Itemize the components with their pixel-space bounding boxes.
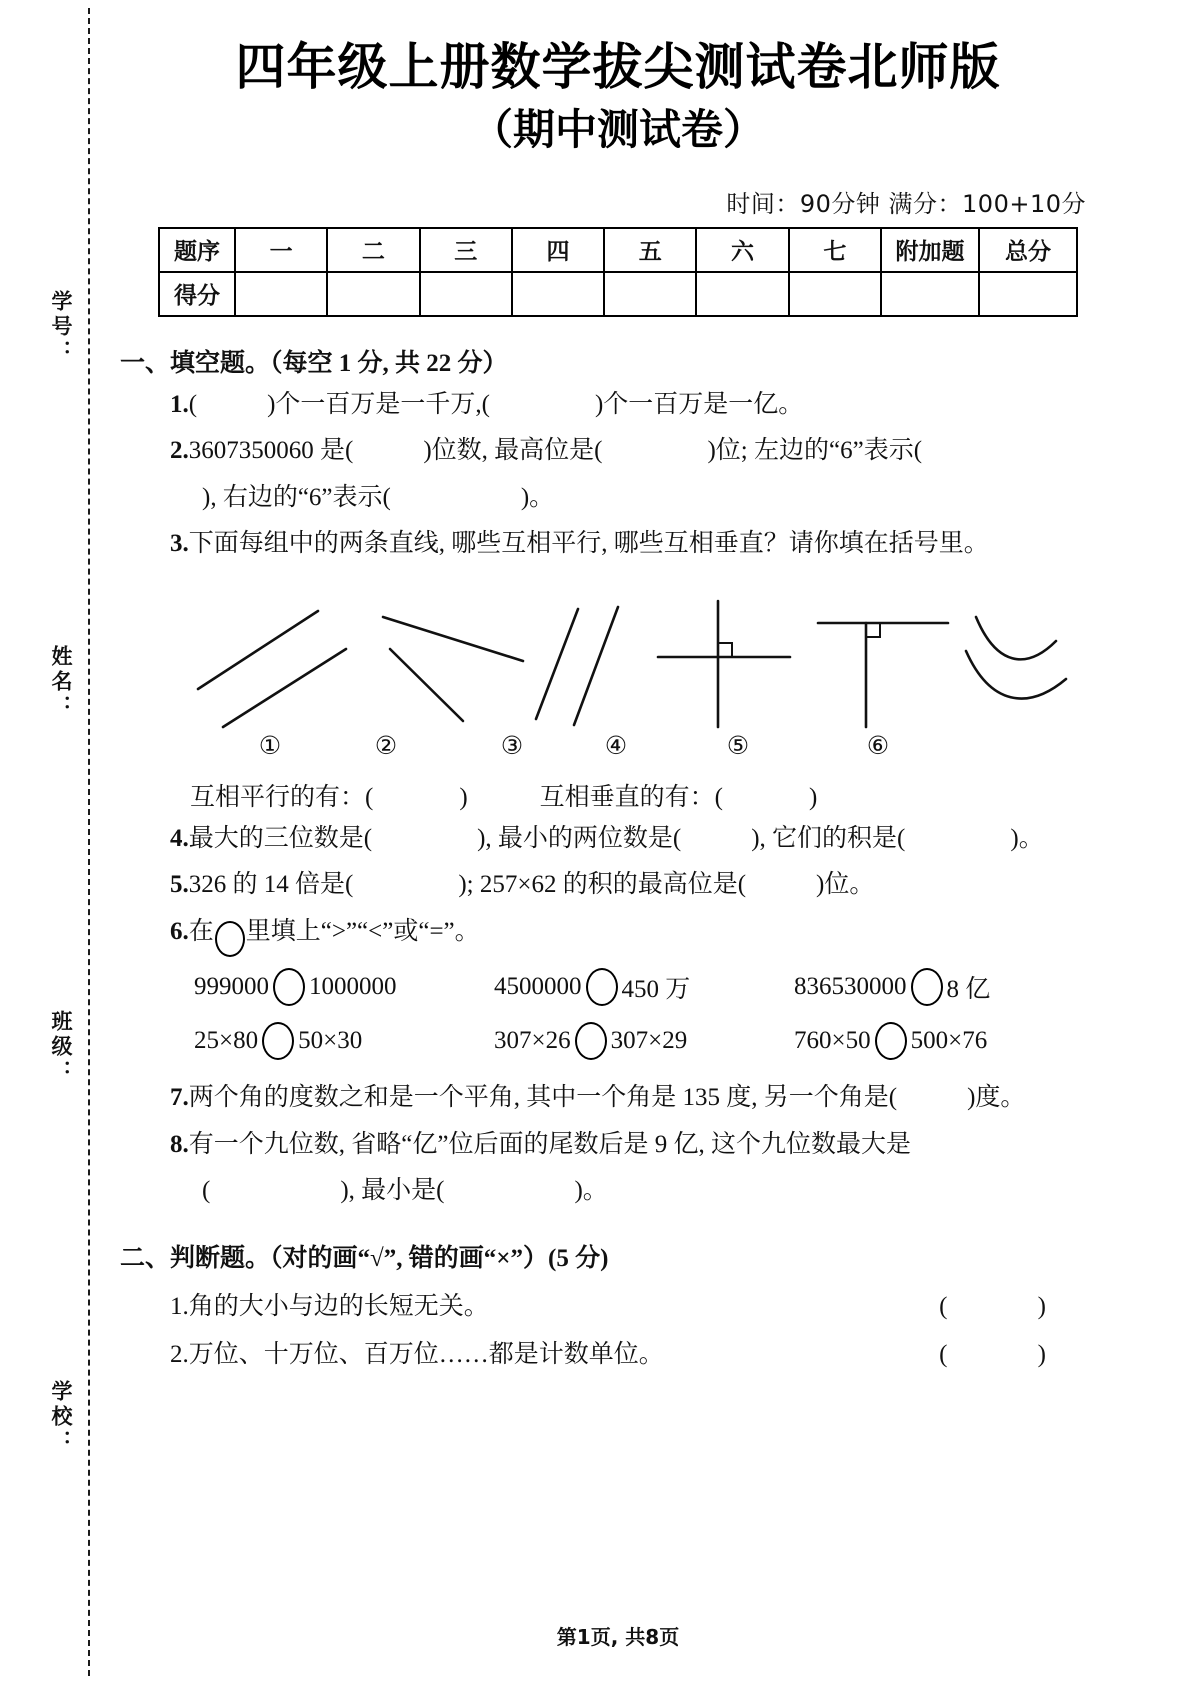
section-1-number: 一、 bbox=[120, 349, 171, 377]
question-1-8-number: 8. bbox=[170, 1130, 189, 1158]
question-2-1-number: 1. bbox=[170, 1292, 189, 1320]
comparison-right: 307×29 bbox=[610, 1027, 688, 1055]
figure-label-1: ① bbox=[258, 730, 282, 760]
question-1-6-text-a: 在 bbox=[188, 917, 214, 945]
comparison-circle[interactable] bbox=[911, 968, 943, 1006]
score-col-2: 二 bbox=[327, 228, 419, 272]
score-col-7: 七 bbox=[789, 228, 881, 272]
question-1-7-text-b: )度。 bbox=[967, 1084, 1026, 1112]
figure-label-6: ⑥ bbox=[866, 730, 890, 760]
comparison-row-2 bbox=[194, 1022, 1118, 1060]
question-1-5-text-a: 326 的 14 倍是( bbox=[188, 871, 354, 899]
comparison-item bbox=[194, 1022, 494, 1060]
question-1-7 bbox=[170, 1078, 1118, 1119]
question-1-8-line2 bbox=[202, 1171, 1118, 1212]
question-1-8-text-a: ( bbox=[202, 1177, 211, 1205]
section-2-number: 二、 bbox=[120, 1244, 171, 1272]
exam-meta: 时间：90分钟 满分：100+10分 bbox=[726, 189, 1086, 218]
figure-2-line-b bbox=[390, 649, 463, 721]
question-1-3 bbox=[170, 524, 1118, 565]
comparison-left: 307×26 bbox=[494, 1027, 571, 1055]
sidebar-label-class: 班级： bbox=[49, 1010, 73, 1085]
exam-page bbox=[118, 0, 1118, 1684]
question-1-2-text-d: ), 右边的“6”表示( bbox=[202, 483, 391, 511]
question-1-7-text-a: 两个角的度数之和是一个平角, 其中一个角是 135 度, 另一个角是( bbox=[188, 1084, 898, 1112]
figure-6-curve-a bbox=[976, 617, 1056, 659]
score-col-6: 六 bbox=[696, 228, 788, 272]
question-1-1-text-b: )个一百万是一千万,( bbox=[267, 390, 490, 418]
figure-5-right-angle-mark bbox=[866, 623, 880, 637]
question-1-1 bbox=[170, 385, 1118, 426]
question-1-4-text-d: )。 bbox=[1010, 824, 1044, 852]
score-cell-1[interactable] bbox=[235, 272, 327, 316]
figure-label-3: ③ bbox=[500, 730, 524, 760]
parallel-answer-label: 互相平行的有：( bbox=[190, 783, 374, 811]
question-1-2-text-b: )位数, 最高位是( bbox=[423, 437, 603, 465]
comparison-circle[interactable] bbox=[262, 1022, 294, 1060]
score-table bbox=[158, 227, 1078, 317]
question-1-6-number: 6. bbox=[170, 917, 189, 945]
comparison-circle[interactable] bbox=[875, 1022, 907, 1060]
question-1-1-text-c: )个一百万是一亿。 bbox=[594, 390, 804, 418]
section-1-note: （每空 1 分, 共 22 分） bbox=[270, 349, 508, 377]
comparison-item bbox=[794, 968, 990, 1006]
question-2-2 bbox=[170, 1334, 1118, 1370]
comparison-item bbox=[494, 1022, 794, 1060]
question-1-1-text-a: ( bbox=[188, 390, 198, 418]
score-table-row-label-1: 得分 bbox=[159, 272, 235, 316]
score-cell-5[interactable] bbox=[604, 272, 696, 316]
question-1-5-text-b: ); 257×62 的积的最高位是( bbox=[458, 871, 747, 899]
sidebar-label-school: 学校： bbox=[49, 1380, 73, 1455]
table-row-header bbox=[159, 228, 1077, 272]
question-2-2-number: 2. bbox=[170, 1340, 189, 1368]
score-cell-2[interactable] bbox=[327, 272, 419, 316]
figure-2-line-a bbox=[383, 617, 523, 661]
comparison-item bbox=[494, 968, 794, 1006]
comparison-item bbox=[794, 1022, 987, 1060]
question-1-5-number: 5. bbox=[170, 871, 189, 899]
score-col-3: 三 bbox=[420, 228, 512, 272]
score-cell-total[interactable] bbox=[979, 272, 1077, 316]
page-footer: 第1页, 共8页 bbox=[556, 1625, 680, 1649]
question-1-8-text: 有一个九位数, 省略“亿”位后面的尾数后是 9 亿, 这个九位数最大是 bbox=[188, 1130, 911, 1158]
figure-label-4: ④ bbox=[604, 730, 628, 760]
question-1-2 bbox=[170, 431, 1118, 472]
question-1-2-text-e: )。 bbox=[520, 483, 555, 511]
comparison-left: 836530000 bbox=[794, 973, 907, 1001]
question-1-7-number: 7. bbox=[170, 1084, 189, 1112]
question-1-4-text-b: ), 最小的两位数是( bbox=[477, 824, 682, 852]
question-1-6 bbox=[170, 912, 1118, 953]
question-1-5 bbox=[170, 865, 1118, 906]
question-1-6-text-b: 里填上“>”“<”或“=”。 bbox=[245, 917, 480, 945]
section-heading-1 bbox=[118, 343, 1118, 379]
question-1-4-text-a: 最大的三位数是( bbox=[188, 824, 373, 852]
section-heading-2 bbox=[118, 1238, 1118, 1274]
figure-label-5: ⑤ bbox=[726, 730, 750, 760]
section-2-name: 判断题。 bbox=[170, 1244, 271, 1272]
figure-3-line-a bbox=[536, 609, 578, 719]
question-1-3-number: 3. bbox=[170, 530, 189, 558]
judgement-answer-box[interactable]: ( ) bbox=[939, 1292, 1088, 1320]
comparison-left: 25×80 bbox=[194, 1027, 259, 1055]
score-cell-3[interactable] bbox=[420, 272, 512, 316]
question-1-2-text-c: )位; 左边的“6”表示( bbox=[707, 437, 923, 465]
score-col-4: 四 bbox=[512, 228, 604, 272]
comparison-right: 1000000 bbox=[309, 973, 397, 1001]
section-2-note: （对的画“√”, 错的画“×”）(5 分) bbox=[270, 1244, 609, 1272]
sidebar-label-student-id: 学号： bbox=[49, 290, 73, 365]
sidebar-label-name: 姓名： bbox=[49, 645, 73, 720]
question-2-1 bbox=[170, 1286, 1118, 1322]
perpendicular-answer-close: ) bbox=[808, 783, 818, 811]
question-1-4-text-c: ), 它们的积是( bbox=[751, 824, 906, 852]
page-subtitle: （期中测试卷） bbox=[470, 105, 765, 154]
question-2-1-text bbox=[170, 1286, 489, 1322]
question-1-8 bbox=[170, 1125, 1118, 1166]
figures-svg bbox=[118, 579, 1098, 729]
question-1-8-text-c: )。 bbox=[574, 1177, 608, 1205]
question-1-4-number: 4. bbox=[170, 824, 189, 852]
page-title: 四年级上册数学拔尖测试卷北师版 bbox=[235, 38, 1001, 96]
score-col-total: 总分 bbox=[979, 228, 1077, 272]
comparison-circle[interactable] bbox=[215, 921, 245, 957]
question-1-3-text: 下面每组中的两条直线, 哪些互相平行, 哪些互相垂直？请你填在括号里。 bbox=[188, 530, 989, 558]
figure-3-line-b bbox=[574, 607, 618, 725]
comparison-right: 450 万 bbox=[621, 976, 691, 1004]
binding-strip bbox=[0, 0, 110, 1684]
perpendicular-answer-label: 互相垂直的有：( bbox=[539, 783, 723, 811]
score-col-1: 一 bbox=[235, 228, 327, 272]
comparison-left: 999000 bbox=[194, 973, 269, 1001]
score-col-5: 五 bbox=[604, 228, 696, 272]
question-1-3-answers bbox=[190, 777, 1118, 813]
comparison-left: 4500000 bbox=[494, 973, 582, 1001]
comparison-circle[interactable] bbox=[273, 968, 305, 1006]
question-2-2-text bbox=[170, 1334, 664, 1370]
score-cell-6[interactable] bbox=[696, 272, 788, 316]
figure-number-labels bbox=[118, 731, 1118, 765]
figure-label-2: ② bbox=[374, 730, 398, 760]
table-row-scores bbox=[159, 272, 1077, 316]
question-1-2-number: 2. bbox=[170, 437, 189, 465]
comparison-circle[interactable] bbox=[575, 1022, 607, 1060]
score-cell-7[interactable] bbox=[789, 272, 881, 316]
section-1-name: 填空题。 bbox=[170, 349, 271, 377]
comparison-right: 500×76 bbox=[910, 1027, 988, 1055]
question-2-2-body: 万位、十万位、百万位……都是计数单位。 bbox=[188, 1340, 664, 1368]
parallel-answer-close: ) bbox=[459, 783, 468, 811]
parallel-perpendicular-figures bbox=[118, 579, 1118, 729]
question-1-2-text-a: 3607350060 是( bbox=[188, 437, 354, 465]
judgement-answer-box[interactable]: ( ) bbox=[939, 1340, 1088, 1368]
dashed-fold-line bbox=[88, 8, 90, 1676]
score-cell-4[interactable] bbox=[512, 272, 604, 316]
question-1-2-line2 bbox=[202, 478, 1118, 519]
question-2-1-body: 角的大小与边的长短无关。 bbox=[188, 1292, 489, 1320]
question-1-8-text-b: ), 最小是( bbox=[340, 1177, 445, 1205]
score-cell-bonus[interactable] bbox=[881, 272, 979, 316]
question-1-5-text-c: )位。 bbox=[816, 871, 875, 899]
figure-4-right-angle-mark bbox=[718, 643, 732, 657]
comparison-right: 8 亿 bbox=[946, 976, 991, 1004]
comparison-row-1 bbox=[194, 968, 1118, 1006]
question-1-1-number: 1. bbox=[170, 390, 189, 418]
comparison-right: 50×30 bbox=[298, 1027, 363, 1055]
comparison-left: 760×50 bbox=[794, 1027, 871, 1055]
question-1-4 bbox=[170, 819, 1118, 860]
comparison-item bbox=[194, 968, 494, 1006]
score-col-bonus: 附加题 bbox=[881, 228, 979, 272]
score-table-row-label-0: 题序 bbox=[159, 228, 235, 272]
comparison-circle[interactable] bbox=[586, 968, 618, 1006]
